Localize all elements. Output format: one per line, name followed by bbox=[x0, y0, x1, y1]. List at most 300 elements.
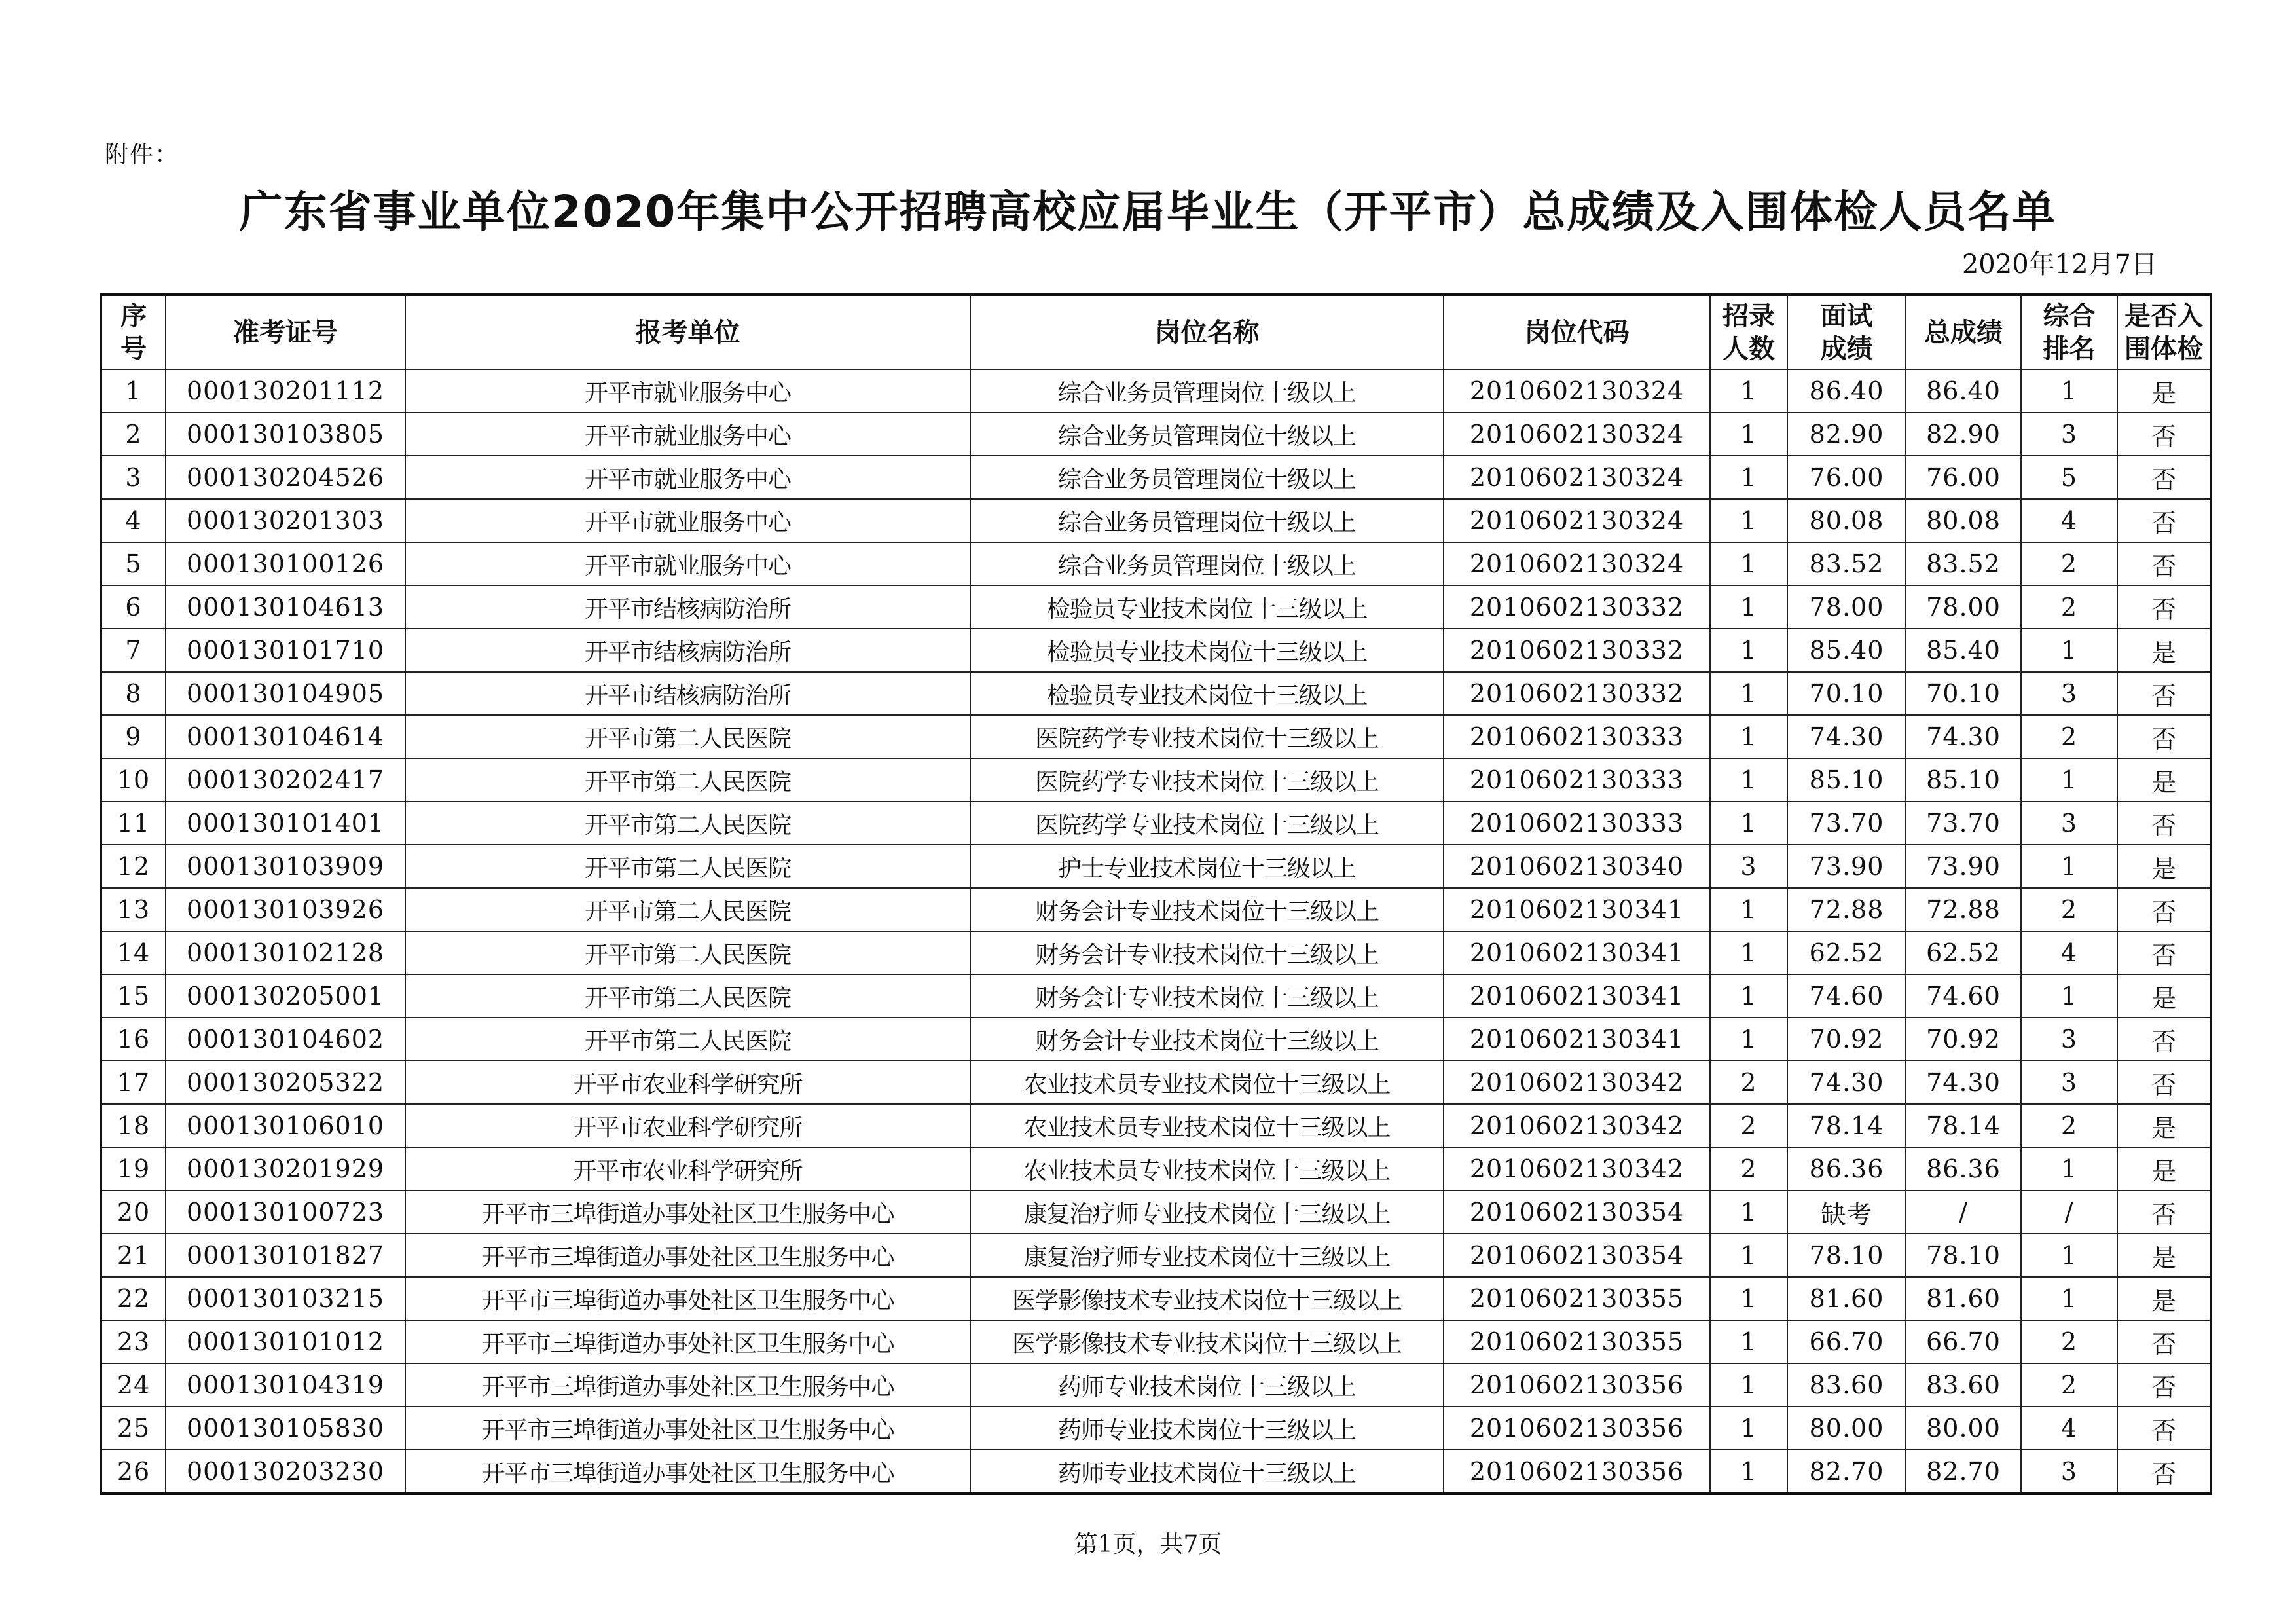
cell-quota: 1 bbox=[1710, 1450, 1787, 1494]
cell-interview: 72.88 bbox=[1787, 888, 1906, 931]
cell-interview: 74.30 bbox=[1787, 1061, 1906, 1104]
header-quota-line1: 招录 bbox=[1722, 301, 1775, 331]
cell-seq: 24 bbox=[101, 1363, 166, 1407]
cell-code: 2010602130324 bbox=[1444, 499, 1710, 542]
cell-seq: 6 bbox=[101, 585, 166, 629]
cell-position: 综合业务员管理岗位十级以上 bbox=[970, 369, 1444, 413]
cell-rank: 1 bbox=[2021, 974, 2117, 1018]
cell-medical-exam: 否 bbox=[2117, 1363, 2211, 1407]
cell-code: 2010602130341 bbox=[1444, 1018, 1710, 1061]
cell-position: 药师专业技术岗位十三级以上 bbox=[970, 1407, 1444, 1450]
table-row bbox=[101, 1450, 2211, 1494]
cell-total: 80.08 bbox=[1906, 499, 2021, 542]
cell-quota: 1 bbox=[1710, 413, 1787, 456]
cell-interview: 缺考 bbox=[1787, 1190, 1906, 1234]
cell-seq: 8 bbox=[101, 672, 166, 715]
cell-unit: 开平市结核病防治所 bbox=[405, 585, 970, 629]
cell-unit: 开平市三埠街道办事处社区卫生服务中心 bbox=[405, 1320, 970, 1363]
cell-medical-exam: 否 bbox=[2117, 1018, 2211, 1061]
cell-rank: 1 bbox=[2021, 629, 2117, 672]
cell-quota: 1 bbox=[1710, 629, 1787, 672]
cell-quota: 1 bbox=[1710, 672, 1787, 715]
cell-quota: 1 bbox=[1710, 1277, 1787, 1320]
cell-rank: 1 bbox=[2021, 758, 2117, 802]
cell-rank: 4 bbox=[2021, 1407, 2117, 1450]
table-row bbox=[101, 758, 2211, 802]
cell-exam-no: 000130205322 bbox=[166, 1061, 405, 1104]
cell-rank: 1 bbox=[2021, 369, 2117, 413]
cell-rank: 2 bbox=[2021, 715, 2117, 758]
cell-position: 药师专业技术岗位十三级以上 bbox=[970, 1363, 1444, 1407]
header-rank-line2: 排名 bbox=[2043, 333, 2096, 364]
table-row bbox=[101, 1104, 2211, 1147]
cell-interview: 80.00 bbox=[1787, 1407, 1906, 1450]
cell-total: 82.70 bbox=[1906, 1450, 2021, 1494]
cell-position: 医学影像技术专业技术岗位十三级以上 bbox=[970, 1277, 1444, 1320]
cell-position: 护士专业技术岗位十三级以上 bbox=[970, 845, 1444, 888]
cell-medical-exam: 否 bbox=[2117, 715, 2211, 758]
cell-seq: 1 bbox=[101, 369, 166, 413]
cell-quota: 1 bbox=[1710, 931, 1787, 974]
cell-code: 2010602130354 bbox=[1444, 1190, 1710, 1234]
cell-unit: 开平市就业服务中心 bbox=[405, 542, 970, 585]
table-row bbox=[101, 1277, 2211, 1320]
cell-total: 74.30 bbox=[1906, 1061, 2021, 1104]
cell-interview: 78.00 bbox=[1787, 585, 1906, 629]
cell-total: 66.70 bbox=[1906, 1320, 2021, 1363]
table-row bbox=[101, 802, 2211, 845]
cell-medical-exam: 否 bbox=[2117, 672, 2211, 715]
cell-total: 83.60 bbox=[1906, 1363, 2021, 1407]
header-seq bbox=[101, 295, 166, 369]
cell-medical-exam: 是 bbox=[2117, 369, 2211, 413]
cell-exam-no: 000130104614 bbox=[166, 715, 405, 758]
cell-code: 2010602130342 bbox=[1444, 1061, 1710, 1104]
cell-code: 2010602130354 bbox=[1444, 1234, 1710, 1277]
cell-interview: 62.52 bbox=[1787, 931, 1906, 974]
cell-code: 2010602130355 bbox=[1444, 1320, 1710, 1363]
cell-quota: 2 bbox=[1710, 1061, 1787, 1104]
cell-unit: 开平市第二人民医院 bbox=[405, 802, 970, 845]
cell-interview: 73.90 bbox=[1787, 845, 1906, 888]
cell-seq: 26 bbox=[101, 1450, 166, 1494]
cell-total: 80.00 bbox=[1906, 1407, 2021, 1450]
cell-unit: 开平市三埠街道办事处社区卫生服务中心 bbox=[405, 1277, 970, 1320]
cell-interview: 76.00 bbox=[1787, 456, 1906, 499]
table-row bbox=[101, 542, 2211, 585]
cell-quota: 1 bbox=[1710, 1407, 1787, 1450]
cell-code: 2010602130341 bbox=[1444, 974, 1710, 1018]
cell-code: 2010602130356 bbox=[1444, 1407, 1710, 1450]
cell-interview: 78.10 bbox=[1787, 1234, 1906, 1277]
cell-rank: 3 bbox=[2021, 802, 2117, 845]
table-row bbox=[101, 1363, 2211, 1407]
table-row bbox=[101, 585, 2211, 629]
cell-medical-exam: 是 bbox=[2117, 1104, 2211, 1147]
cell-total: 74.30 bbox=[1906, 715, 2021, 758]
cell-quota: 3 bbox=[1710, 845, 1787, 888]
table-row bbox=[101, 1018, 2211, 1061]
cell-medical-exam: 是 bbox=[2117, 1277, 2211, 1320]
cell-exam-no: 000130101827 bbox=[166, 1234, 405, 1277]
header-interview bbox=[1787, 295, 1906, 369]
cell-interview: 70.92 bbox=[1787, 1018, 1906, 1061]
cell-medical-exam: 否 bbox=[2117, 1320, 2211, 1363]
cell-position: 农业技术员专业技术岗位十三级以上 bbox=[970, 1147, 1444, 1190]
cell-exam-no: 000130201112 bbox=[166, 369, 405, 413]
cell-rank: 4 bbox=[2021, 931, 2117, 974]
cell-interview: 82.90 bbox=[1787, 413, 1906, 456]
header-rank-line1: 综合 bbox=[2043, 301, 2096, 331]
cell-code: 2010602130356 bbox=[1444, 1363, 1710, 1407]
cell-unit: 开平市第二人民医院 bbox=[405, 888, 970, 931]
header-position: 岗位名称 bbox=[970, 295, 1444, 369]
cell-seq: 14 bbox=[101, 931, 166, 974]
table-row bbox=[101, 413, 2211, 456]
cell-total: 74.60 bbox=[1906, 974, 2021, 1018]
cell-exam-no: 000130205001 bbox=[166, 974, 405, 1018]
cell-code: 2010602130355 bbox=[1444, 1277, 1710, 1320]
cell-total: 78.14 bbox=[1906, 1104, 2021, 1147]
cell-exam-no: 000130103215 bbox=[166, 1277, 405, 1320]
cell-rank: 3 bbox=[2021, 413, 2117, 456]
cell-unit: 开平市三埠街道办事处社区卫生服务中心 bbox=[405, 1234, 970, 1277]
cell-unit: 开平市三埠街道办事处社区卫生服务中心 bbox=[405, 1450, 970, 1494]
cell-total: 86.40 bbox=[1906, 369, 2021, 413]
cell-interview: 83.60 bbox=[1787, 1363, 1906, 1407]
cell-unit: 开平市就业服务中心 bbox=[405, 456, 970, 499]
cell-quota: 1 bbox=[1710, 369, 1787, 413]
cell-exam-no: 000130100126 bbox=[166, 542, 405, 585]
cell-interview: 85.10 bbox=[1787, 758, 1906, 802]
cell-interview: 73.70 bbox=[1787, 802, 1906, 845]
cell-rank: / bbox=[2021, 1190, 2117, 1234]
cell-quota: 2 bbox=[1710, 1104, 1787, 1147]
cell-medical-exam: 否 bbox=[2117, 1407, 2211, 1450]
cell-position: 财务会计专业技术岗位十三级以上 bbox=[970, 931, 1444, 974]
cell-unit: 开平市三埠街道办事处社区卫生服务中心 bbox=[405, 1407, 970, 1450]
cell-position: 财务会计专业技术岗位十三级以上 bbox=[970, 888, 1444, 931]
table-row bbox=[101, 672, 2211, 715]
cell-medical-exam: 否 bbox=[2117, 413, 2211, 456]
cell-exam-no: 000130201929 bbox=[166, 1147, 405, 1190]
cell-code: 2010602130333 bbox=[1444, 715, 1710, 758]
cell-exam-no: 000130102128 bbox=[166, 931, 405, 974]
header-quota bbox=[1710, 295, 1787, 369]
cell-quota: 1 bbox=[1710, 1190, 1787, 1234]
cell-code: 2010602130333 bbox=[1444, 758, 1710, 802]
cell-interview: 74.30 bbox=[1787, 715, 1906, 758]
cell-medical-exam: 否 bbox=[2117, 499, 2211, 542]
cell-medical-exam: 是 bbox=[2117, 1147, 2211, 1190]
cell-interview: 70.10 bbox=[1787, 672, 1906, 715]
cell-position: 医院药学专业技术岗位十三级以上 bbox=[970, 802, 1444, 845]
table-row bbox=[101, 1234, 2211, 1277]
cell-code: 2010602130333 bbox=[1444, 802, 1710, 845]
cell-rank: 3 bbox=[2021, 672, 2117, 715]
header-total: 总成绩 bbox=[1906, 295, 2021, 369]
cell-position: 康复治疗师专业技术岗位十三级以上 bbox=[970, 1234, 1444, 1277]
table-body bbox=[101, 369, 2211, 1494]
results-table bbox=[100, 293, 2212, 1495]
cell-code: 2010602130342 bbox=[1444, 1104, 1710, 1147]
cell-seq: 3 bbox=[101, 456, 166, 499]
cell-exam-no: 000130100723 bbox=[166, 1190, 405, 1234]
cell-quota: 1 bbox=[1710, 802, 1787, 845]
cell-exam-no: 000130103926 bbox=[166, 888, 405, 931]
cell-interview: 82.70 bbox=[1787, 1450, 1906, 1494]
header-interview-line2: 成绩 bbox=[1820, 333, 1873, 364]
cell-position: 医学影像技术专业技术岗位十三级以上 bbox=[970, 1320, 1444, 1363]
cell-seq: 4 bbox=[101, 499, 166, 542]
cell-seq: 2 bbox=[101, 413, 166, 456]
cell-seq: 12 bbox=[101, 845, 166, 888]
cell-total: 72.88 bbox=[1906, 888, 2021, 931]
cell-rank: 3 bbox=[2021, 1018, 2117, 1061]
cell-rank: 2 bbox=[2021, 585, 2117, 629]
cell-medical-exam: 否 bbox=[2117, 888, 2211, 931]
cell-interview: 81.60 bbox=[1787, 1277, 1906, 1320]
cell-code: 2010602130332 bbox=[1444, 585, 1710, 629]
cell-unit: 开平市结核病防治所 bbox=[405, 629, 970, 672]
cell-unit: 开平市就业服务中心 bbox=[405, 499, 970, 542]
cell-code: 2010602130332 bbox=[1444, 629, 1710, 672]
cell-seq: 23 bbox=[101, 1320, 166, 1363]
cell-quota: 1 bbox=[1710, 1320, 1787, 1363]
cell-medical-exam: 否 bbox=[2117, 1450, 2211, 1494]
cell-total: 82.90 bbox=[1906, 413, 2021, 456]
document-date: 2020年12月7日 bbox=[1961, 249, 2157, 280]
cell-seq: 18 bbox=[101, 1104, 166, 1147]
header-quota-line2: 人数 bbox=[1722, 333, 1775, 364]
cell-unit: 开平市农业科学研究所 bbox=[405, 1061, 970, 1104]
cell-unit: 开平市农业科学研究所 bbox=[405, 1104, 970, 1147]
cell-seq: 10 bbox=[101, 758, 166, 802]
cell-rank: 2 bbox=[2021, 1320, 2117, 1363]
cell-quota: 1 bbox=[1710, 1234, 1787, 1277]
header-code: 岗位代码 bbox=[1444, 295, 1710, 369]
header-seq-line1: 序 bbox=[120, 301, 147, 331]
cell-total: 73.70 bbox=[1906, 802, 2021, 845]
cell-seq: 9 bbox=[101, 715, 166, 758]
cell-position: 检验员专业技术岗位十三级以上 bbox=[970, 629, 1444, 672]
cell-medical-exam: 是 bbox=[2117, 758, 2211, 802]
cell-total: 62.52 bbox=[1906, 931, 2021, 974]
cell-medical-exam: 否 bbox=[2117, 1061, 2211, 1104]
cell-exam-no: 000130201303 bbox=[166, 499, 405, 542]
cell-rank: 2 bbox=[2021, 1363, 2117, 1407]
cell-total: 78.00 bbox=[1906, 585, 2021, 629]
cell-unit: 开平市第二人民医院 bbox=[405, 715, 970, 758]
cell-unit: 开平市三埠街道办事处社区卫生服务中心 bbox=[405, 1363, 970, 1407]
table-row bbox=[101, 1190, 2211, 1234]
cell-medical-exam: 否 bbox=[2117, 456, 2211, 499]
cell-unit: 开平市就业服务中心 bbox=[405, 413, 970, 456]
cell-position: 药师专业技术岗位十三级以上 bbox=[970, 1450, 1444, 1494]
cell-unit: 开平市就业服务中心 bbox=[405, 369, 970, 413]
attachment-label: 附件： bbox=[105, 141, 180, 168]
cell-quota: 2 bbox=[1710, 1147, 1787, 1190]
cell-unit: 开平市结核病防治所 bbox=[405, 672, 970, 715]
cell-interview: 74.60 bbox=[1787, 974, 1906, 1018]
cell-position: 财务会计专业技术岗位十三级以上 bbox=[970, 974, 1444, 1018]
cell-code: 2010602130324 bbox=[1444, 369, 1710, 413]
cell-quota: 1 bbox=[1710, 715, 1787, 758]
cell-quota: 1 bbox=[1710, 974, 1787, 1018]
cell-interview: 86.40 bbox=[1787, 369, 1906, 413]
cell-position: 检验员专业技术岗位十三级以上 bbox=[970, 672, 1444, 715]
cell-quota: 1 bbox=[1710, 758, 1787, 802]
cell-code: 2010602130332 bbox=[1444, 672, 1710, 715]
cell-unit: 开平市第二人民医院 bbox=[405, 1018, 970, 1061]
cell-exam-no: 000130104602 bbox=[166, 1018, 405, 1061]
cell-exam-no: 000130103909 bbox=[166, 845, 405, 888]
cell-position: 农业技术员专业技术岗位十三级以上 bbox=[970, 1061, 1444, 1104]
cell-total: 70.92 bbox=[1906, 1018, 2021, 1061]
cell-position: 综合业务员管理岗位十级以上 bbox=[970, 499, 1444, 542]
cell-seq: 20 bbox=[101, 1190, 166, 1234]
cell-code: 2010602130341 bbox=[1444, 888, 1710, 931]
cell-exam-no: 000130103805 bbox=[166, 413, 405, 456]
cell-exam-no: 000130101012 bbox=[166, 1320, 405, 1363]
cell-position: 医院药学专业技术岗位十三级以上 bbox=[970, 758, 1444, 802]
cell-exam-no: 000130106010 bbox=[166, 1104, 405, 1147]
cell-seq: 13 bbox=[101, 888, 166, 931]
cell-seq: 11 bbox=[101, 802, 166, 845]
header-medical-exam-line2: 围体检 bbox=[2124, 333, 2203, 364]
cell-rank: 1 bbox=[2021, 1277, 2117, 1320]
cell-interview: 85.40 bbox=[1787, 629, 1906, 672]
cell-exam-no: 000130203230 bbox=[166, 1450, 405, 1494]
cell-code: 2010602130342 bbox=[1444, 1147, 1710, 1190]
cell-interview: 83.52 bbox=[1787, 542, 1906, 585]
table-row bbox=[101, 1320, 2211, 1363]
cell-position: 医院药学专业技术岗位十三级以上 bbox=[970, 715, 1444, 758]
table-row bbox=[101, 1407, 2211, 1450]
cell-quota: 1 bbox=[1710, 585, 1787, 629]
cell-total: 76.00 bbox=[1906, 456, 2021, 499]
cell-total: 83.52 bbox=[1906, 542, 2021, 585]
cell-position: 康复治疗师专业技术岗位十三级以上 bbox=[970, 1190, 1444, 1234]
cell-medical-exam: 是 bbox=[2117, 845, 2211, 888]
cell-interview: 78.14 bbox=[1787, 1104, 1906, 1147]
cell-medical-exam: 否 bbox=[2117, 1190, 2211, 1234]
cell-code: 2010602130340 bbox=[1444, 845, 1710, 888]
cell-code: 2010602130356 bbox=[1444, 1450, 1710, 1494]
page-footer: 第1页，共7页 bbox=[1074, 1531, 1222, 1558]
header-seq-line2: 号 bbox=[120, 333, 147, 364]
cell-position: 综合业务员管理岗位十级以上 bbox=[970, 413, 1444, 456]
cell-total: 81.60 bbox=[1906, 1277, 2021, 1320]
cell-exam-no: 000130101401 bbox=[166, 802, 405, 845]
cell-position: 财务会计专业技术岗位十三级以上 bbox=[970, 1018, 1444, 1061]
table-row bbox=[101, 845, 2211, 888]
cell-medical-exam: 是 bbox=[2117, 629, 2211, 672]
cell-position: 综合业务员管理岗位十级以上 bbox=[970, 542, 1444, 585]
cell-rank: 3 bbox=[2021, 1061, 2117, 1104]
document-title: 广东省事业单位2020年集中公开招聘高校应届毕业生（开平市）总成绩及入围体检人员名单 bbox=[239, 187, 2057, 237]
cell-quota: 1 bbox=[1710, 888, 1787, 931]
cell-quota: 1 bbox=[1710, 456, 1787, 499]
cell-total: 78.10 bbox=[1906, 1234, 2021, 1277]
cell-total: 73.90 bbox=[1906, 845, 2021, 888]
cell-seq: 7 bbox=[101, 629, 166, 672]
table-row bbox=[101, 974, 2211, 1018]
cell-medical-exam: 是 bbox=[2117, 1234, 2211, 1277]
header-medical-exam bbox=[2117, 295, 2211, 369]
cell-exam-no: 000130101710 bbox=[166, 629, 405, 672]
cell-total: 70.10 bbox=[1906, 672, 2021, 715]
cell-rank: 1 bbox=[2021, 1147, 2117, 1190]
table-row bbox=[101, 629, 2211, 672]
table-row bbox=[101, 1147, 2211, 1190]
cell-rank: 1 bbox=[2021, 845, 2117, 888]
cell-code: 2010602130341 bbox=[1444, 931, 1710, 974]
cell-medical-exam: 否 bbox=[2117, 802, 2211, 845]
cell-seq: 5 bbox=[101, 542, 166, 585]
cell-code: 2010602130324 bbox=[1444, 456, 1710, 499]
cell-seq: 16 bbox=[101, 1018, 166, 1061]
cell-code: 2010602130324 bbox=[1444, 542, 1710, 585]
cell-total: 85.40 bbox=[1906, 629, 2021, 672]
cell-medical-exam: 否 bbox=[2117, 542, 2211, 585]
cell-seq: 22 bbox=[101, 1277, 166, 1320]
cell-rank: 1 bbox=[2021, 1234, 2117, 1277]
cell-position: 农业技术员专业技术岗位十三级以上 bbox=[970, 1104, 1444, 1147]
cell-unit: 开平市农业科学研究所 bbox=[405, 1147, 970, 1190]
cell-unit: 开平市第二人民医院 bbox=[405, 845, 970, 888]
cell-seq: 25 bbox=[101, 1407, 166, 1450]
cell-unit: 开平市第二人民医院 bbox=[405, 931, 970, 974]
table-row bbox=[101, 715, 2211, 758]
table-header-row bbox=[101, 295, 2211, 369]
cell-total: / bbox=[1906, 1190, 2021, 1234]
cell-unit: 开平市第二人民医院 bbox=[405, 758, 970, 802]
cell-seq: 15 bbox=[101, 974, 166, 1018]
table-row bbox=[101, 1061, 2211, 1104]
header-unit: 报考单位 bbox=[405, 295, 970, 369]
cell-exam-no: 000130104319 bbox=[166, 1363, 405, 1407]
header-medical-exam-line1: 是否入 bbox=[2124, 301, 2203, 331]
cell-medical-exam: 否 bbox=[2117, 931, 2211, 974]
header-rank bbox=[2021, 295, 2117, 369]
cell-unit: 开平市第二人民医院 bbox=[405, 974, 970, 1018]
cell-quota: 1 bbox=[1710, 499, 1787, 542]
cell-quota: 1 bbox=[1710, 542, 1787, 585]
cell-position: 检验员专业技术岗位十三级以上 bbox=[970, 585, 1444, 629]
table-row bbox=[101, 499, 2211, 542]
cell-seq: 21 bbox=[101, 1234, 166, 1277]
cell-rank: 2 bbox=[2021, 888, 2117, 931]
cell-seq: 19 bbox=[101, 1147, 166, 1190]
cell-exam-no: 000130204526 bbox=[166, 456, 405, 499]
cell-unit: 开平市三埠街道办事处社区卫生服务中心 bbox=[405, 1190, 970, 1234]
cell-quota: 1 bbox=[1710, 1363, 1787, 1407]
table-row bbox=[101, 888, 2211, 931]
cell-exam-no: 000130104613 bbox=[166, 585, 405, 629]
cell-total: 86.36 bbox=[1906, 1147, 2021, 1190]
cell-seq: 17 bbox=[101, 1061, 166, 1104]
cell-interview: 66.70 bbox=[1787, 1320, 1906, 1363]
table-row bbox=[101, 456, 2211, 499]
cell-total: 85.10 bbox=[1906, 758, 2021, 802]
cell-exam-no: 000130202417 bbox=[166, 758, 405, 802]
cell-medical-exam: 是 bbox=[2117, 974, 2211, 1018]
cell-interview: 80.08 bbox=[1787, 499, 1906, 542]
cell-rank: 2 bbox=[2021, 1104, 2117, 1147]
table-row bbox=[101, 931, 2211, 974]
header-exam-no: 准考证号 bbox=[166, 295, 405, 369]
